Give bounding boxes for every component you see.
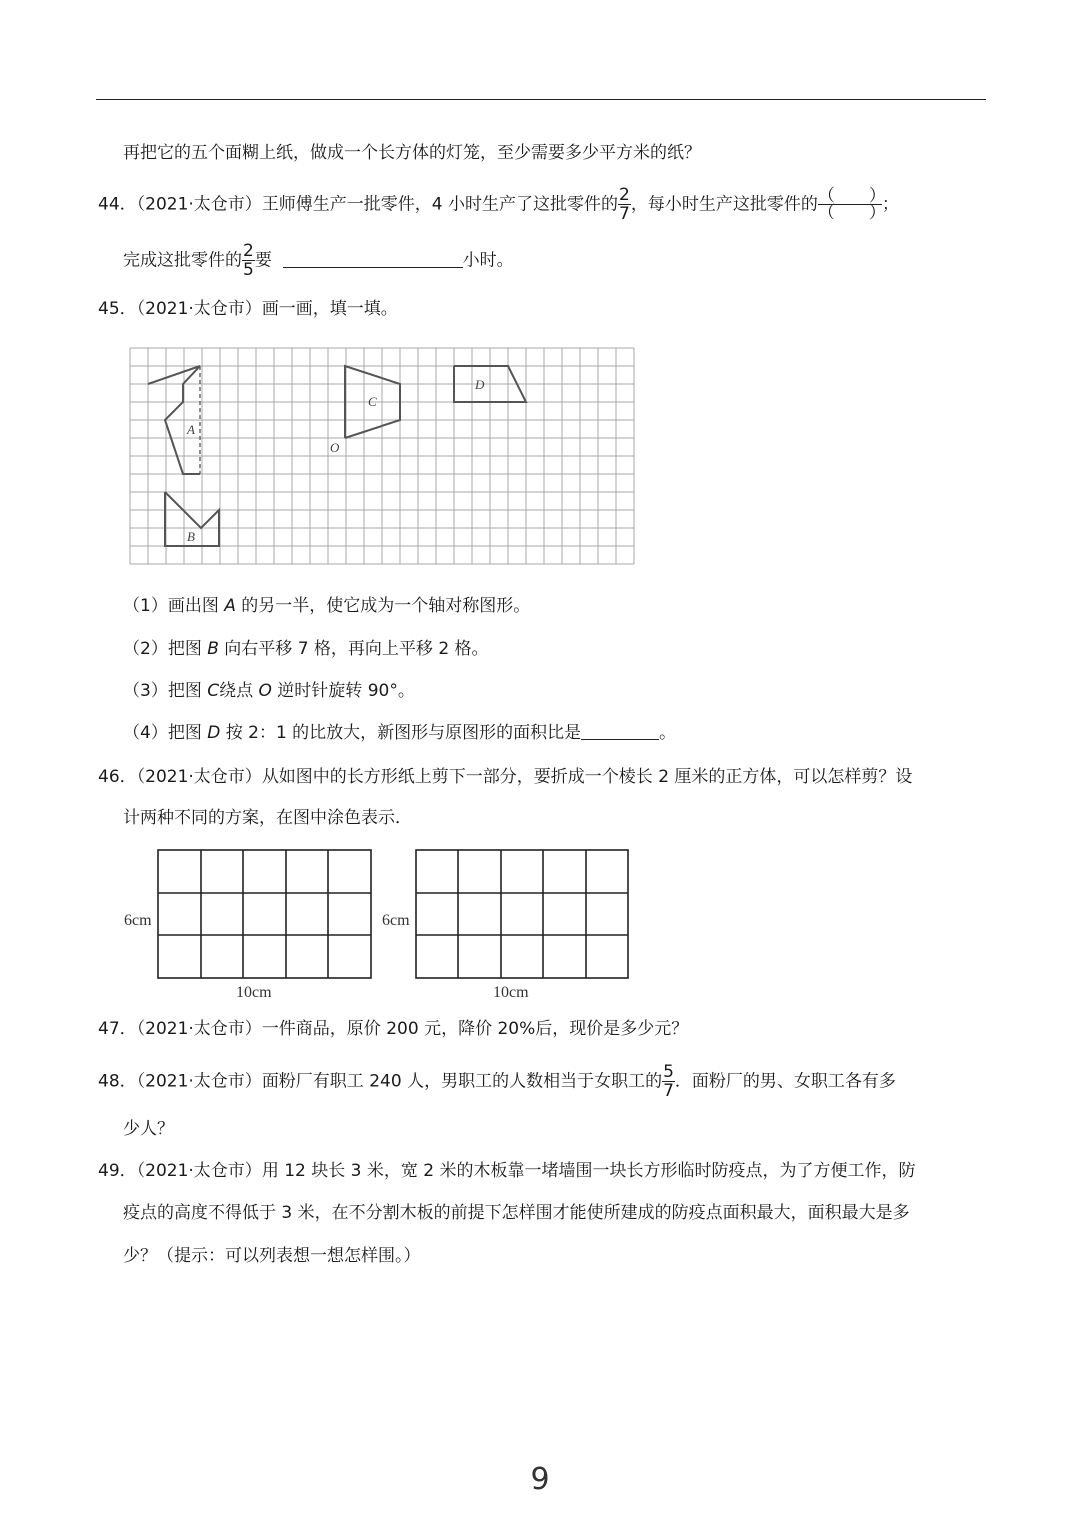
q47-line: 47．（2021·太仓市）一件商品，原价 200 元，降价 20%后，现价是多少元？ xyxy=(98,1019,689,1039)
q44-line2: 完成这批零件的 $\frac{2}{5}$ 要 小时。 xyxy=(123,241,514,280)
q48-line1: 48．（2021·太仓市）面粉厂有职工 240 人，男职工的人数相当于女职工的 $\frac{5}{7}$ ．面粉厂的男、女职工各有多 xyxy=(98,1062,896,1101)
q48-number: 48． xyxy=(98,1071,137,1092)
q44-source: （2021·太仓市） xyxy=(136,194,262,215)
q47-source: （2021·太仓市） xyxy=(136,1019,262,1039)
q46-left-height-label: 6cm xyxy=(124,912,152,929)
q44-answer-fraction[interactable]: $\frac{( )}{( )}$ xyxy=(817,186,886,223)
q44-number: 44． xyxy=(98,194,137,215)
q46-left-width-label: 10cm xyxy=(236,984,272,1001)
q46-grid-left[interactable] xyxy=(158,850,371,978)
q44-fraction-2: $\frac{2}{5}$ xyxy=(243,241,254,280)
q44-line1: 44．（2021·太仓市）王师傅生产一批零件，4 小时生产了这批零件的 $\frac{2}{7}$ ，每小时生产这批零件的 $\frac{( )}{( )}$ ； xyxy=(98,185,899,224)
q49-line1: 49．（2021·太仓市）用 12 块长 3 米，宽 2 米的木板靠一堵墙围一块长方形临时防疫点，为了方便工作，防 xyxy=(98,1161,916,1181)
q46-number: 46． xyxy=(98,767,137,787)
figure-a-label: A xyxy=(187,422,195,437)
q45-sub3: （3）把图 C绕点 O 逆时针旋转 90°。 xyxy=(123,681,415,701)
q46-line1: 46．（2021·太仓市）从如图中的长方形纸上剪下一部分，要折成一个棱长 2 厘米的正方体，可以怎样剪？设 xyxy=(98,767,913,787)
q44-fraction-1: $\frac{2}{7}$ xyxy=(619,185,630,224)
q45-source: （2021·太仓市） xyxy=(136,299,262,319)
q46-line2: 计两种不同的方案，在图中涂色表示． xyxy=(123,808,412,828)
q45-sub2: （2）把图 B 向右平移 7 格，再向上平移 2 格。 xyxy=(123,639,489,659)
q45-line: 45．（2021·太仓市）画一画，填一填。 xyxy=(98,299,398,319)
q46-grid-right[interactable] xyxy=(416,850,628,978)
q49-line2: 疫点的高度不得低于 3 米，在不分割木板的前提下怎样围才能使所建成的防疫点面积最大，面积最大是多 xyxy=(123,1203,910,1223)
q49-number: 49． xyxy=(98,1161,137,1181)
q48-fraction: $\frac{5}{7}$ xyxy=(663,1062,674,1101)
q47-number: 47． xyxy=(98,1019,137,1039)
q45-number: 45． xyxy=(98,299,137,319)
q49-line3: 少？（提示：可以列表想一想怎样围。） xyxy=(123,1246,421,1266)
point-o-label: O xyxy=(330,440,340,455)
figure-d-label: D xyxy=(475,377,485,392)
page-number: 9 xyxy=(530,1462,550,1497)
q48-source: （2021·太仓市） xyxy=(136,1071,262,1092)
q46-right-height-label: 6cm xyxy=(382,912,410,929)
q45-sub1: （1）画出图 A 的另一半，使它成为一个轴对称图形。 xyxy=(123,596,531,616)
q48-line2: 少人？ xyxy=(123,1119,174,1139)
q45-sub4: （4）把图 D 按 2：1 的比放大，新图形与原图形的面积比是 。 xyxy=(123,723,677,743)
q46-right-width-label: 10cm xyxy=(493,984,529,1001)
figure-c-label: C xyxy=(368,394,377,409)
figure-b-label: B xyxy=(187,529,195,544)
q49-source: （2021·太仓市） xyxy=(136,1161,262,1181)
q43-continuation: 再把它的五个面糊上纸，做成一个长方体的灯笼，至少需要多少平方米的纸？ xyxy=(123,143,701,163)
q46-source: （2021·太仓市） xyxy=(136,767,262,787)
